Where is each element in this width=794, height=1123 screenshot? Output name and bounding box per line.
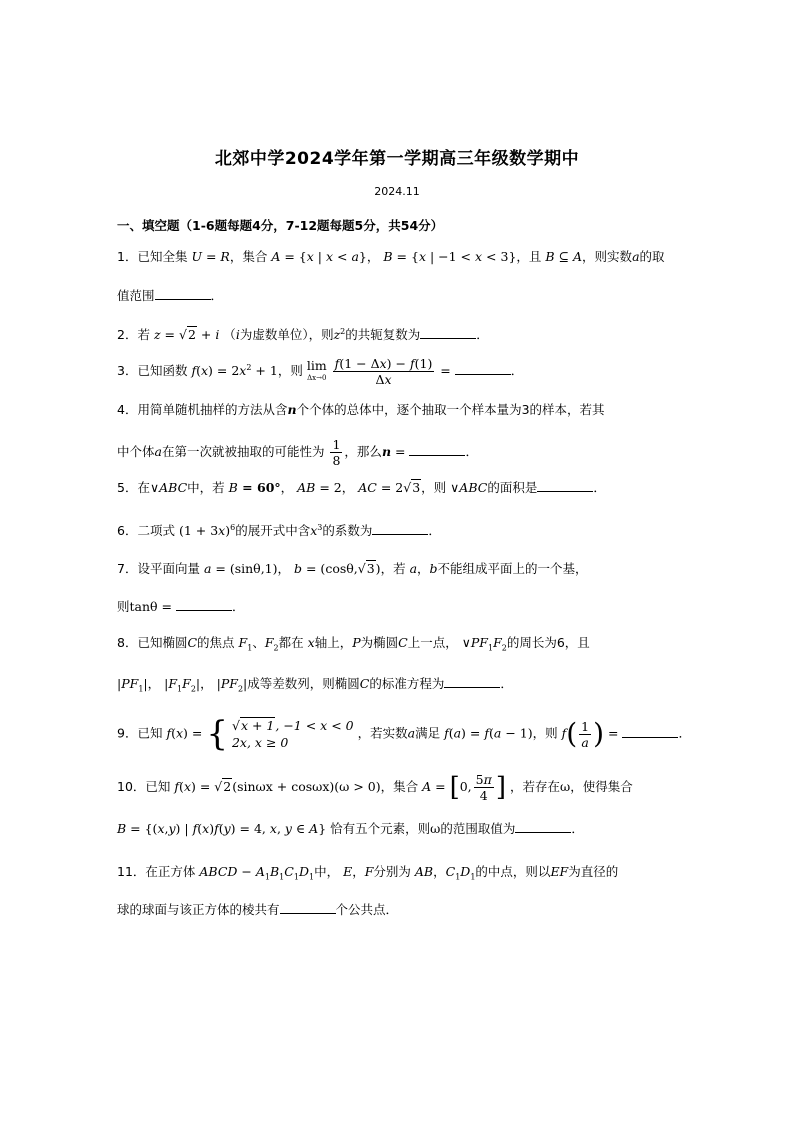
question-4-line-2: 中个体a在第一次就被抽取的可能性为 $\frac{1}{8}$ ，那么n = ． bbox=[117, 437, 478, 468]
answer-blank[interactable] bbox=[537, 479, 593, 492]
question-2: 2．若 z = √2 + i （i为虚数单位），则$z^2$的共轭复数为 ． bbox=[117, 327, 489, 343]
answer-blank[interactable] bbox=[444, 675, 500, 688]
question-3: 3．已知函数 $f(x) = 2x^2 + 1$，则 lim Δx→0 $\frac{f(1 - \Delta x) - f(1)}{\Delta x}$ = ． bbox=[117, 356, 524, 387]
answer-blank[interactable] bbox=[155, 287, 211, 300]
exam-date: 2024.11 bbox=[374, 185, 420, 198]
section-heading: 一、填空题（1-6题每题4分，7-12题每题5分，共54分） bbox=[117, 218, 444, 233]
question-8-line-2: $|PF_1|$， $|F_1F_2|$， $|PF_2|$成等差数列，则椭圆C的标准方程为 ． bbox=[117, 676, 513, 694]
question-7-line-1: 7．设平面向量 a = (sinθ,1)， b = (cosθ,√3)，若 a，b不能组成平面上的一个基， bbox=[117, 561, 588, 576]
page-title: 北郊中学2024学年第一学期高三年级数学期中 bbox=[214, 149, 580, 169]
question-11-line-2: 球的球面与该正方体的棱共有 个公共点． bbox=[117, 902, 399, 917]
question-7-line-2: 则tanθ = ． bbox=[117, 599, 245, 614]
question-1-line-2: 值范围 ． bbox=[117, 288, 224, 303]
answer-blank[interactable] bbox=[409, 443, 465, 456]
question-10-line-2: B = {(x,y) | f(x)f(y) = 4, x, y ∈ A} 恰有五个元素，则ω的范围取值为 ． bbox=[117, 821, 584, 836]
question-11-line-1: 11．在正方体 ABCD − $A_1B_1C_1D_1$中， E，F分别为 AB，$C_1D_1$的中点，则以EF为直径的 bbox=[117, 864, 619, 882]
answer-blank[interactable] bbox=[420, 326, 476, 339]
question-9: 9．已知 f(x) = { √x + 1, −1 < x < 0 2x, x ≥ 0 ，若实数a满足 f(a) = f(a − 1)，则 f( $\frac{1}{a}$ ) = ． bbox=[117, 714, 691, 754]
answer-blank[interactable] bbox=[280, 901, 336, 914]
answer-blank[interactable] bbox=[176, 598, 232, 611]
question-8-line-1: 8．已知椭圆C的焦点 $F_1$、$F_2$都在 x轴上，P为椭圆C上一点， $\vee PF_1F_2$的周长为6，且 bbox=[117, 635, 590, 653]
answer-blank[interactable] bbox=[372, 522, 428, 535]
question-1-line-1: 1．已知全集 U = R，集合 A = {x | x < a}， B = {x | −1 < x < 3}，且 B ⊆ A，则实数a的取 bbox=[117, 249, 665, 264]
answer-blank[interactable] bbox=[622, 725, 678, 738]
question-5: 5．在∨ABC中，若 B = 60°， AB = 2， AC = 2√3，则 ∨ABC的面积是 ． bbox=[117, 480, 606, 495]
question-10-line-1: 10．已知 f(x) = √2(sinωx + cosωx)(ω > 0)，集合 A = [0, $\frac{5\pi}{4}$ ] ，若存在ω，使得集合 bbox=[117, 772, 633, 803]
answer-blank[interactable] bbox=[455, 362, 511, 375]
question-4-line-1: 4．用简单随机抽样的方法从含n个个体的总体中，逐个抽取一个样本量为3的样本，若其 bbox=[117, 402, 605, 417]
answer-blank[interactable] bbox=[515, 820, 571, 833]
question-6: 6．二项式 $(1 + 3x)^6$的展开式中含$x^3$的系数为 ． bbox=[117, 523, 441, 539]
